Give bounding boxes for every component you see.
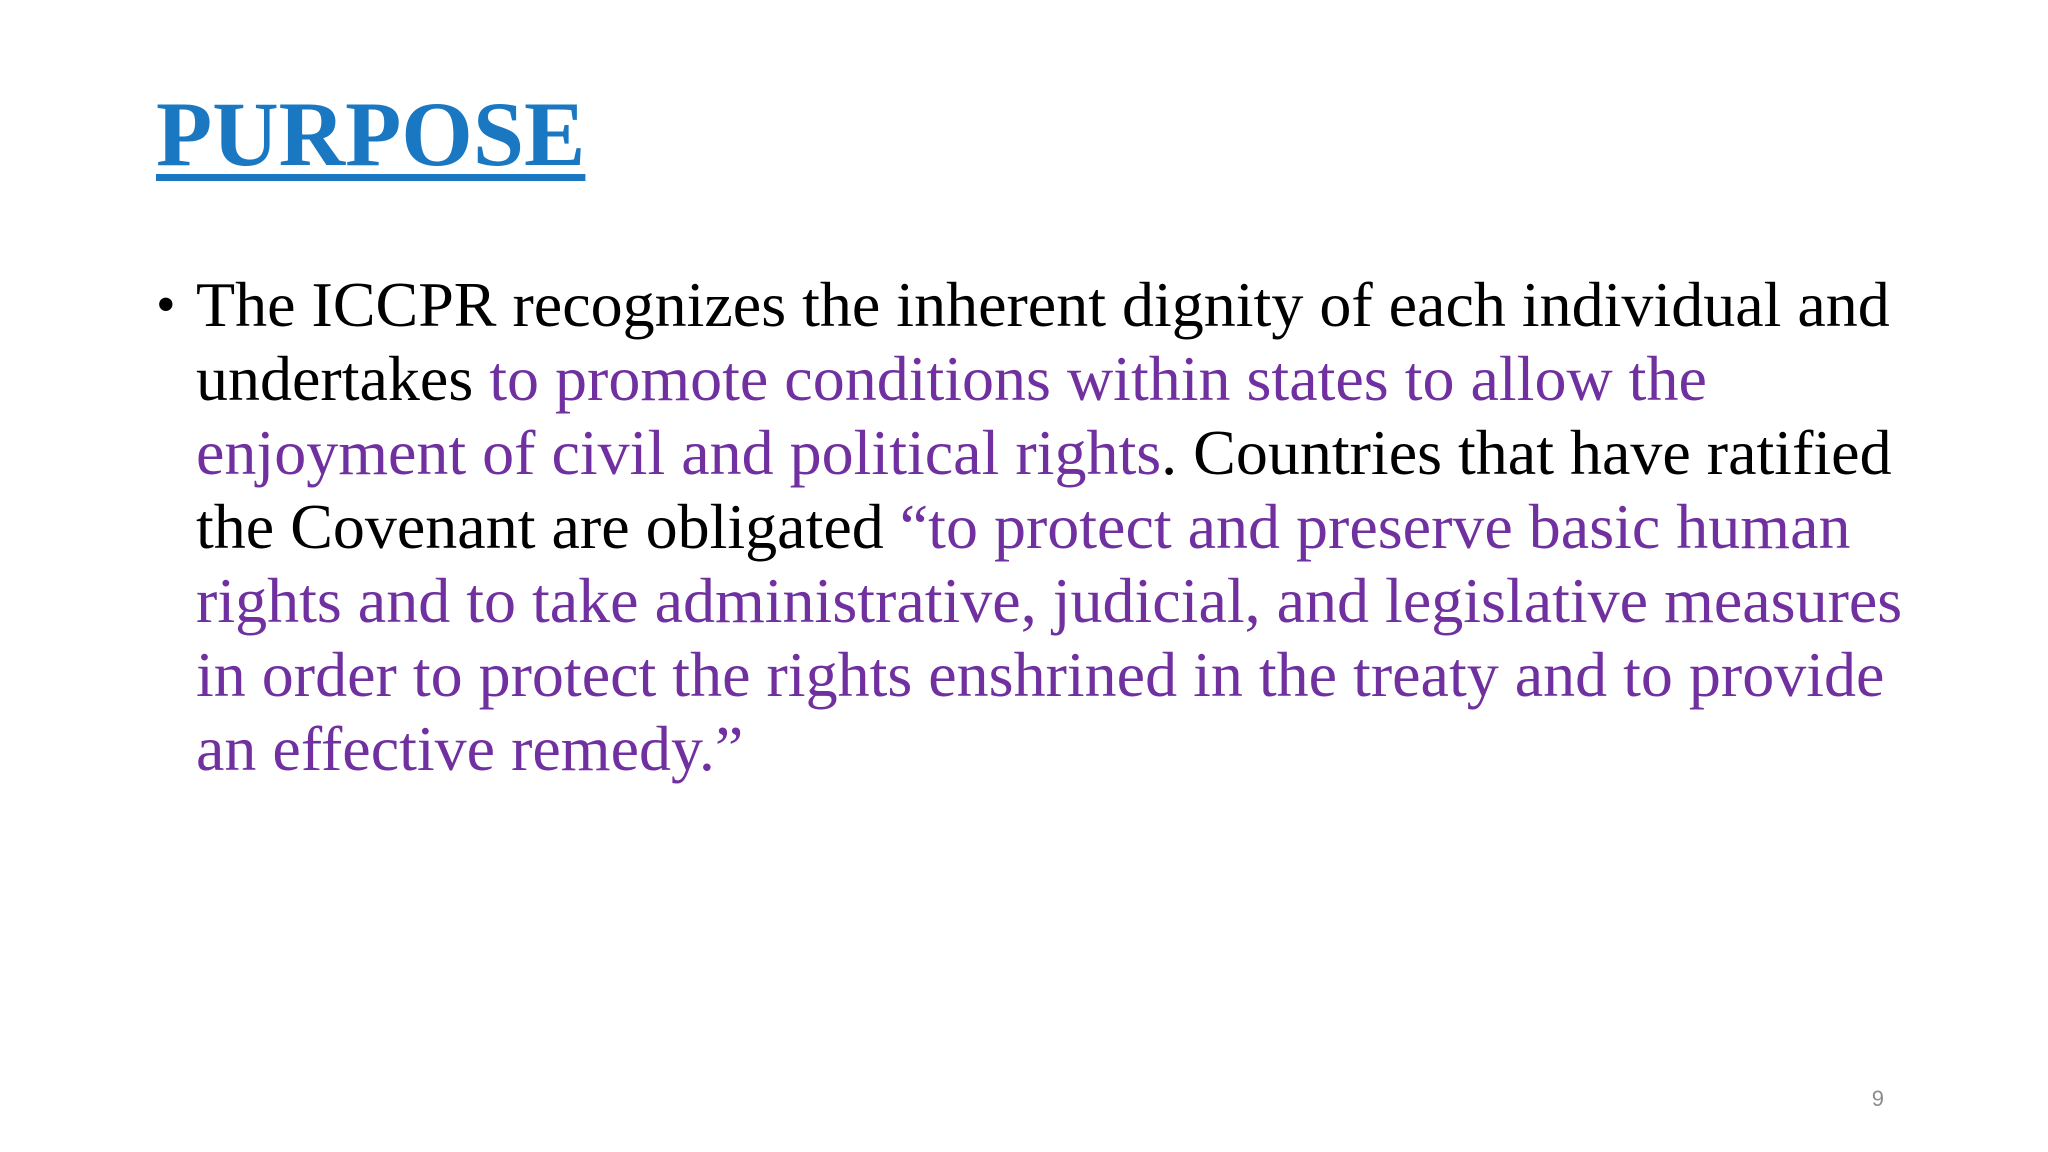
- page-number: 9: [1871, 1086, 1884, 1111]
- bullet-item: [156, 268, 1916, 786]
- bullet-icon: •: [156, 274, 176, 336]
- bullet-text-intro: The ICCPR recognizes the inherent dignity of each individual and undertakes: [196, 269, 1890, 414]
- bullet-text-highlight-purpose: to promote conditions within states to allow the enjoyment of civil and political rights: [196, 343, 1707, 488]
- bullet-text-quote: “to protect and preserve basic human rights and to take administrative, judicial, and legislative measures in order to protect the rights enshrined in the treaty and to provide an effective remedy.”: [196, 491, 1903, 784]
- slide-title: PURPOSE: [156, 83, 586, 185]
- bullet-list: [156, 268, 1916, 786]
- bullet-text-obligation: . Countries that have ratified the Covenant are obligated: [196, 417, 1892, 562]
